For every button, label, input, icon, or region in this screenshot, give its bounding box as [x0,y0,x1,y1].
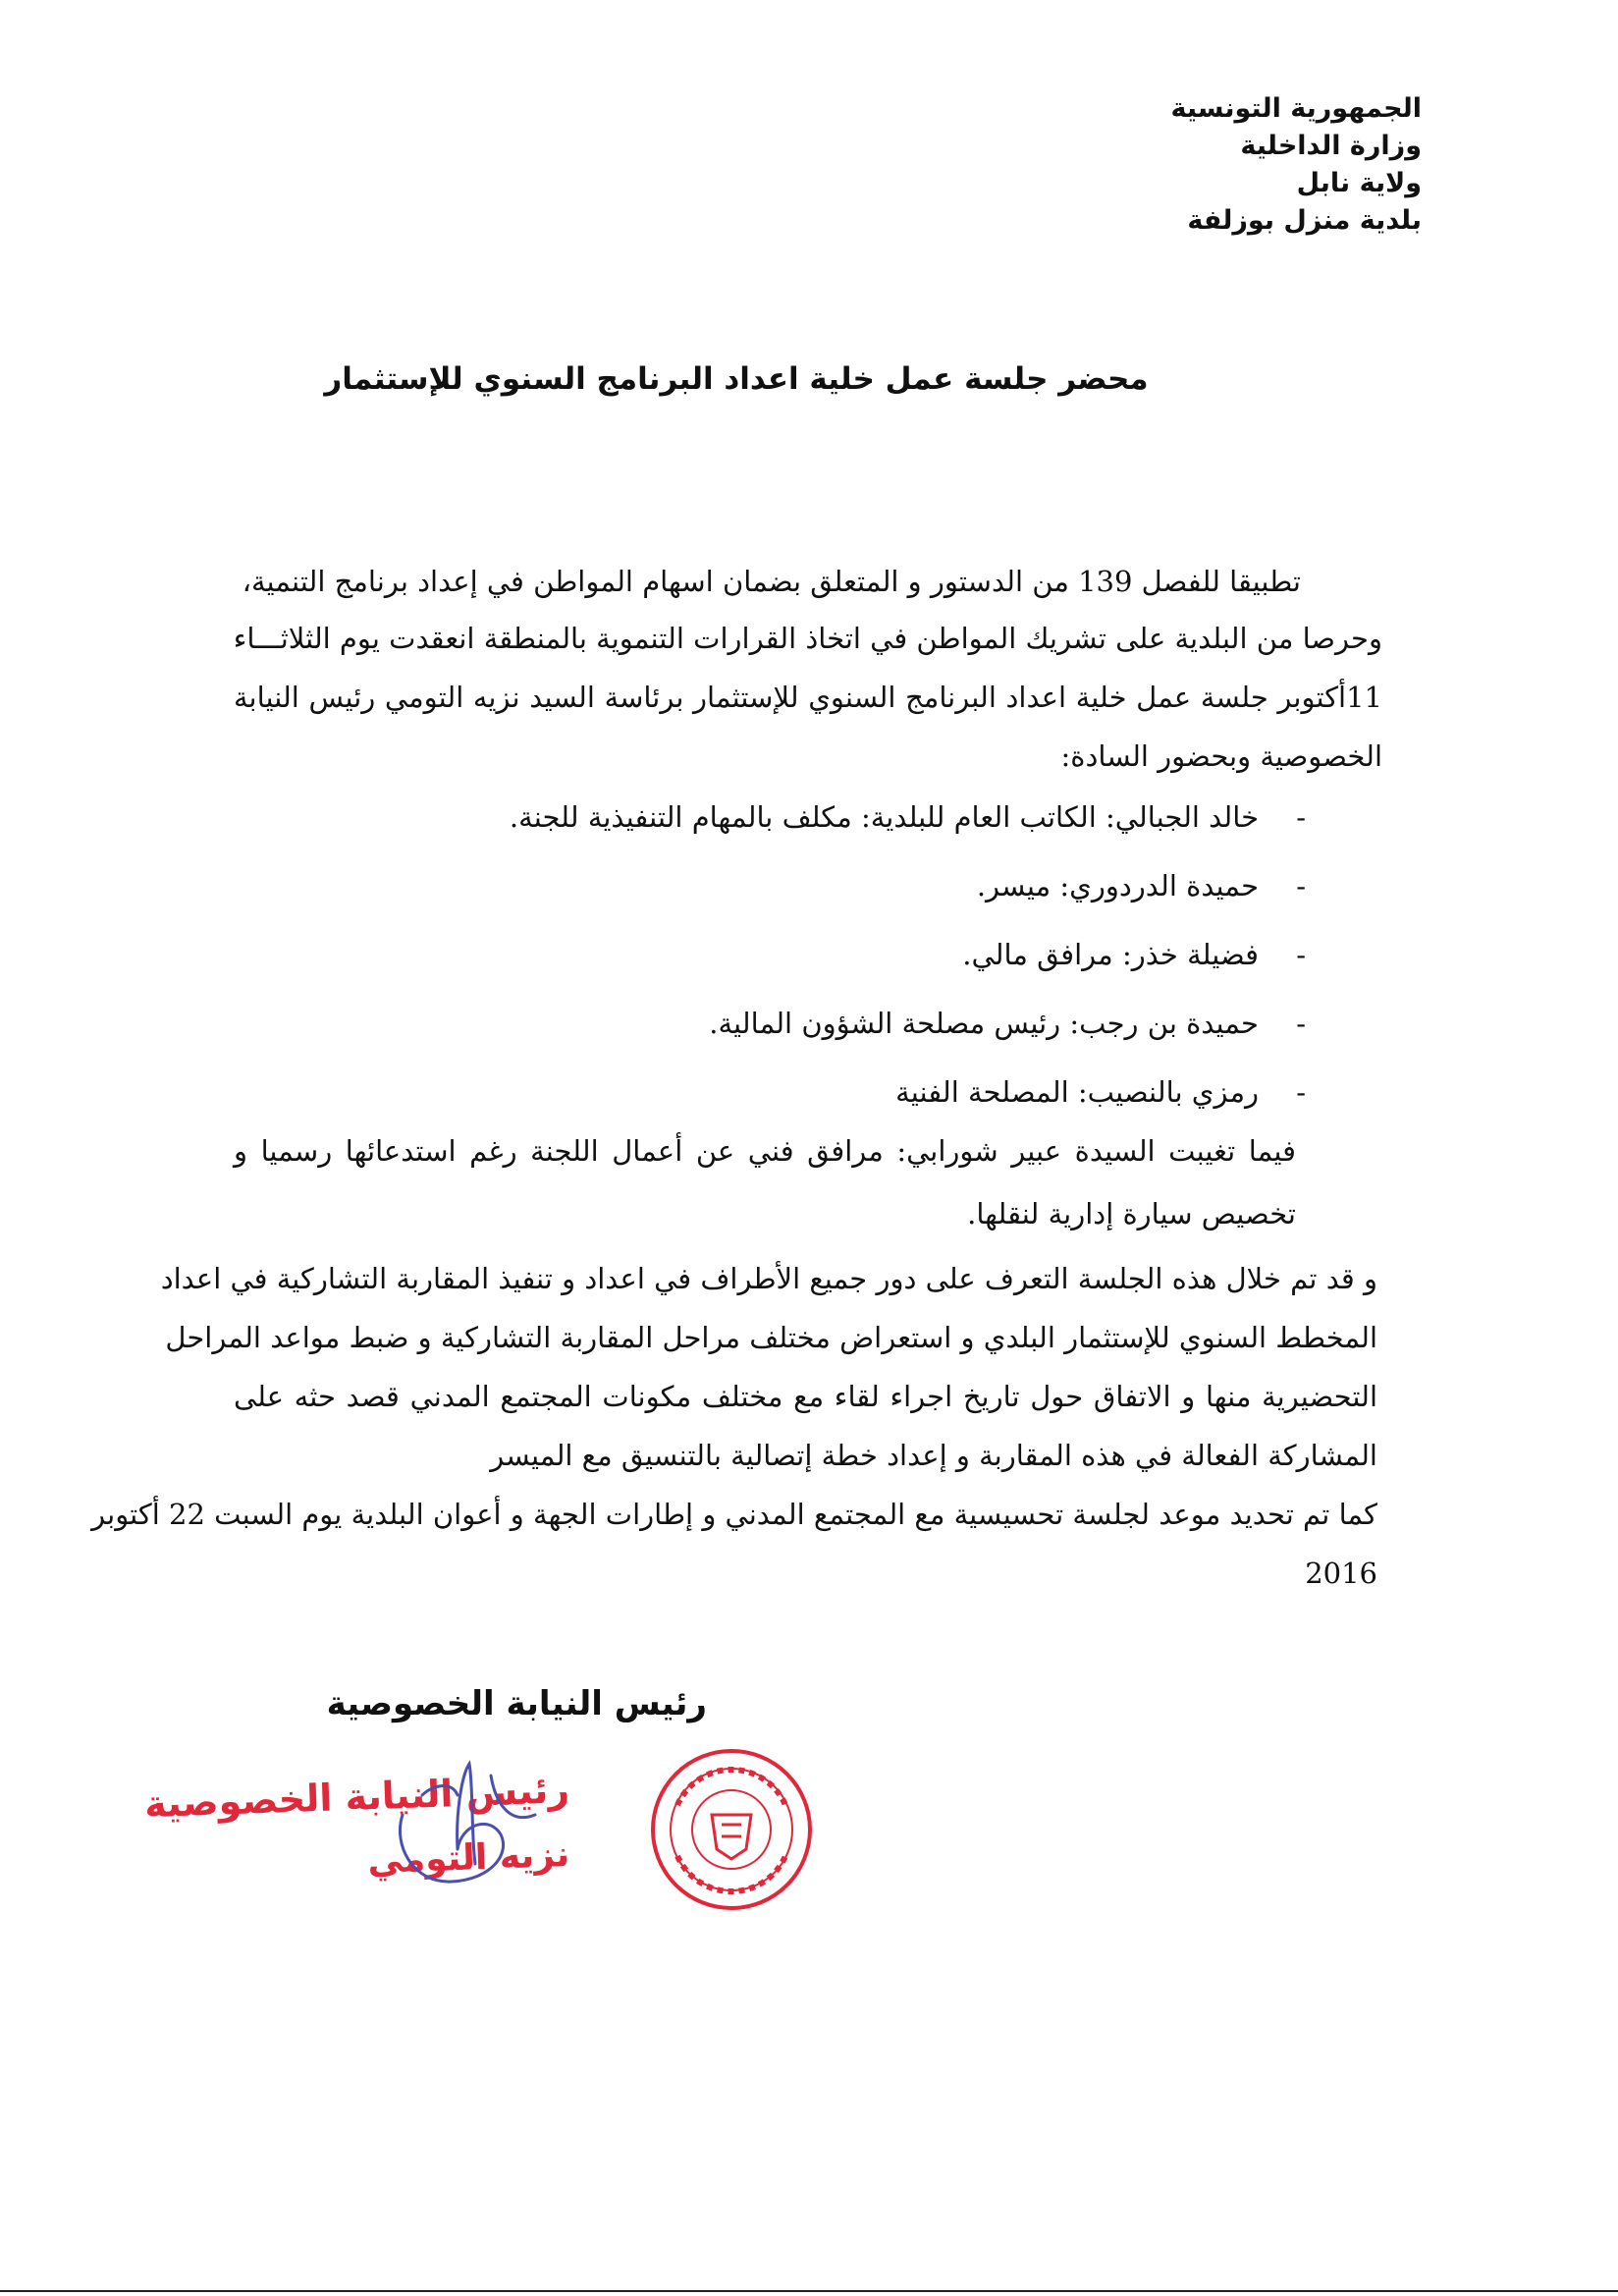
attendee-item: - خالد الجبالي: الكاتب العام للبلدية: مكلف بالمهام التنفيذية للجنة. [295,797,1306,837]
list-dash: - [1296,1075,1306,1109]
outcome-line-5: كما تم تحديد موعد لجلسة تحسيسية مع المجتمع المدني و إطارات الجهة و أعوان البلدية يوم السبت 22 أكتوبر [91,1498,1377,1531]
outcome-line-2: المخطط السنوي للإستثمار البلدي و استعراض مختلف مراحل المقاربة التشاركية و ضبط مواعد المراحل [165,1321,1377,1354]
list-dash: - [1296,869,1306,902]
letterhead [1009,90,1422,240]
official-seal [648,1746,815,1913]
outcome-line-1: و قد تم خلال هذه الجلسة التعرف على دور جميع الأطراف في اعداد و تنفيذ المقاربة التشاركية في اعداد [160,1262,1377,1295]
list-dash: - [1296,800,1306,834]
signature-title: رئيس النيابة الخصوصية [326,1684,707,1723]
absence-line-2: تخصيص سيارة إدارية لنقلها. [967,1197,1296,1230]
handwritten-signature [363,1756,550,1903]
list-dash: - [1296,938,1306,971]
intro-line-4: الخصوصية وبحضور السادة: [1060,739,1382,773]
absence-line-1: فيما تغيبت السيدة عبير شورابي: مرافق فني عن أعمال اللجنة رغم استدعائها رسميا و [234,1134,1296,1168]
official-stamp-name: نزيه التومي [366,1833,570,1883]
official-stamp-title: رئيس النيابة الخصوصية [143,1768,570,1827]
letterhead-governorate: ولاية نابل [1296,168,1422,198]
letterhead-ministry: وزارة الداخلية [1240,131,1422,161]
letterhead-republic: الجمهورية التونسية [1170,93,1422,124]
attendee-item: - حميدة بن رجب: رئيس مصلحة الشؤون المالية. [295,1004,1306,1043]
intro-line-3: 11أكتوبر جلسة عمل خلية اعداد البرنامج السنوي للإستثمار برئاسة السيد نزيه التومي رئيس النيابة [234,681,1382,714]
document-title: محضر جلسة عمل خلية اعداد البرنامج السنوي للإستثمار [324,361,1149,397]
attendee-item: - رمزي بالنصيب: المصلحة الفنية [295,1072,1306,1112]
attendee-item: - فضيلة خذر: مرافق مالي. [295,935,1306,974]
scan-edge-divider [0,2290,1618,2292]
intro-line-2: وحرصا من البلدية على تشريك المواطن في اتخاذ القرارات التنموية بالمنطقة انعقدت يوم الثلاثـــاء [233,622,1382,655]
outcome-line-4: المشاركة الفعالة في هذه المقاربة و إعداد خطة إتصالية بالتنسيق مع الميسر [490,1439,1377,1472]
attendee-item: - حميدة الدردوري: ميسر. [295,866,1306,905]
outcome-line-3: التحضيرية منها و الاتفاق حول تاريخ اجراء لقاء مع مختلف مكونات المجتمع المدني قصد حثه على [234,1380,1377,1413]
outcome-line-6: 2016 [1305,1557,1377,1590]
letterhead-municipality: بلدية منزل بوزلفة [1187,205,1422,236]
intro-line-1: تطبيقا للفصل 139 من الدستور و المتعلق بضمان اسهام المواطن في إعداد برنامج التنمية، [242,565,1301,598]
list-dash: - [1296,1007,1306,1040]
